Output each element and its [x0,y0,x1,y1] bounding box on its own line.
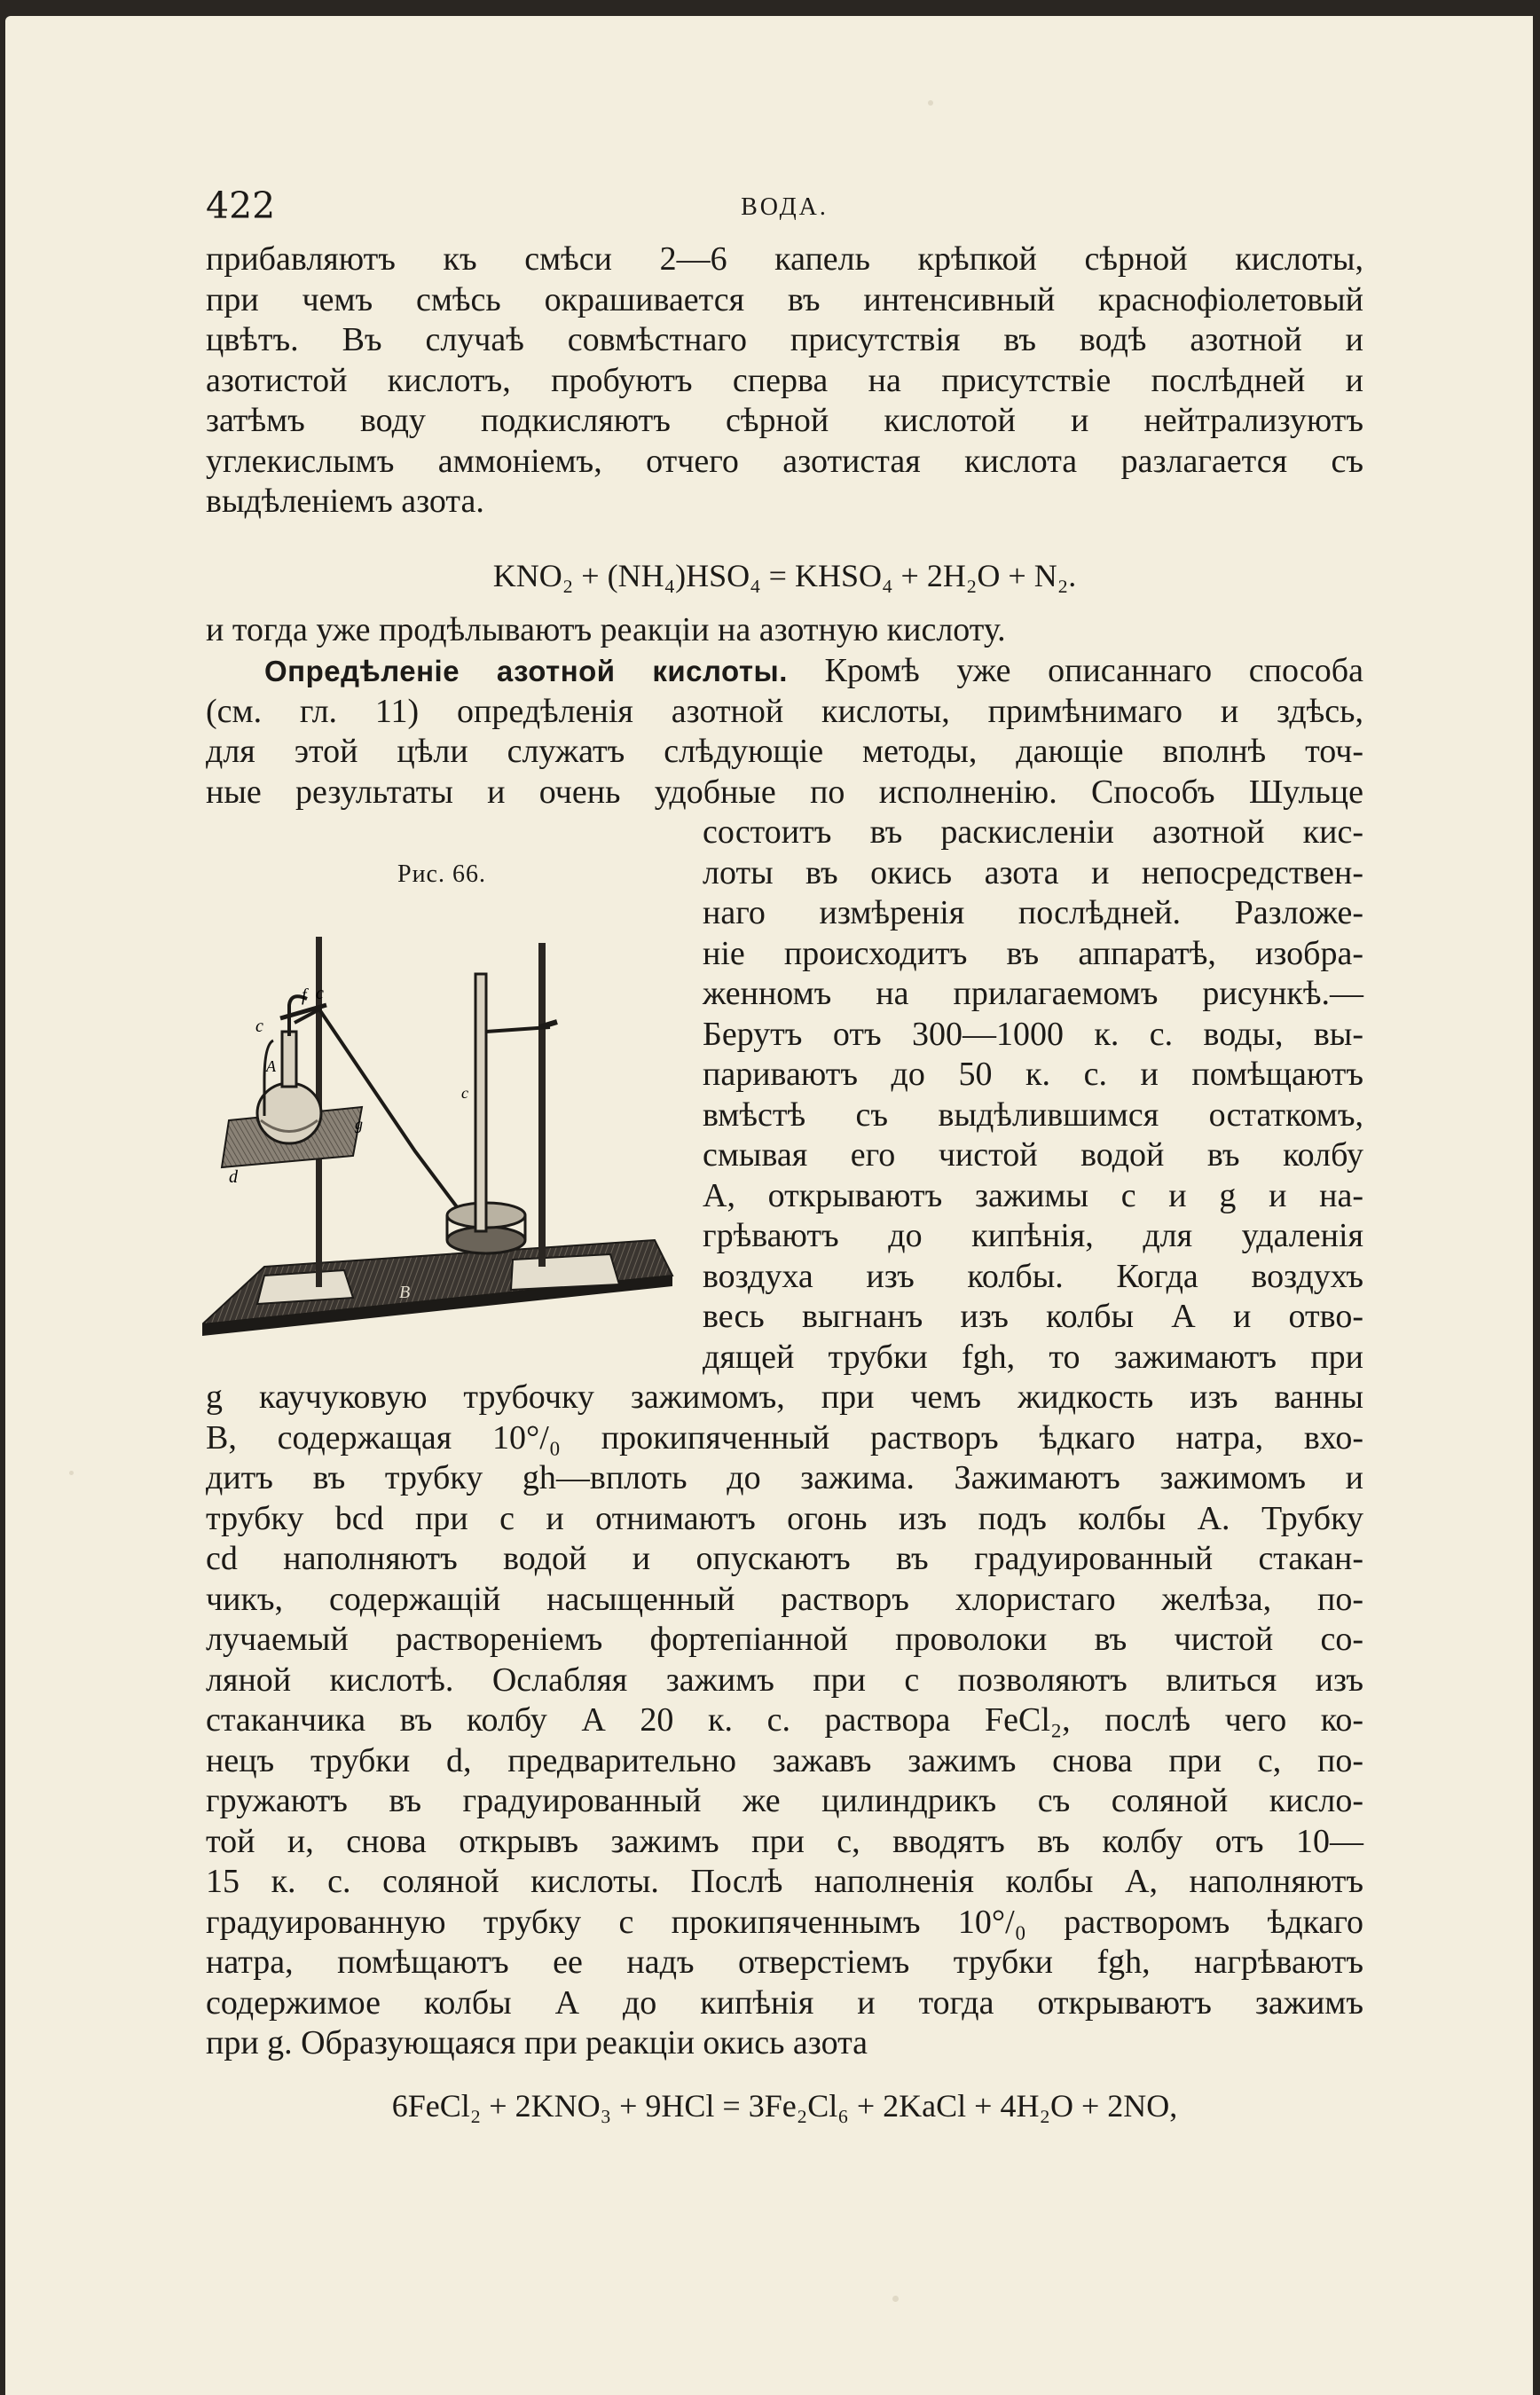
label-d: d [229,1167,238,1187]
running-title: ВОДА. [741,193,829,221]
text-line: лучаемый раствореніемъ фортепіанной проволоки въ чистой со- [206,1621,1363,1658]
formula-1: KNO₂ + (NH₄)HSO₄ = KHSO₄ + 2H₂O + N₂. [492,558,1077,593]
book-page [5,16,1533,2395]
text-line: азотистой кислотъ, пробуютъ сперва на присутствіе послѣдней и [206,361,1363,399]
wrapped-text-column [703,813,1363,1378]
text-line: g каучуковую трубочку зажимомъ, при чемъ жидкость изъ ванны [206,1378,1363,1416]
text-line: цвѣтъ. Въ случаѣ совмѣстнаго присутствія въ водѣ азотной и [206,321,1363,358]
text-line: затѣмъ воду подкисляютъ сѣрной кислотой и нейтрализуютъ [206,402,1363,439]
paper-speck [69,1471,74,1475]
stand-rod-right [538,943,546,1267]
text-line: ные результаты и очень удобные по исполненію. Способъ Шульце [206,773,1363,811]
section-heading: Опредѣленіе азотной кислоты. [264,655,788,687]
text-line: чикъ, содержащій насыщенный растворъ хлористаго желѣза, по- [206,1580,1363,1618]
flask-neck [282,1032,296,1087]
text-line: женномъ на прилагаемомъ рисункѣ.— [703,975,1363,1012]
flask-a [257,1083,321,1143]
text-line: при чемъ смѣсь окрашивается въ интенсивный краснофіолетовый [206,280,1363,318]
text-line: трубку bcd при c и отнимаютъ огонь изъ подъ колбы А. Трубку [206,1499,1363,1537]
text-line: (см. гл. 11) опредѣленія азотной кислоты, примѣнимаго и здѣсь, [206,692,1363,730]
text-line: при g. Образующаяся при реакціи окись азота [206,2024,868,2061]
text-line [206,651,1363,692]
figure-caption: Рис. 66. [397,860,486,888]
text-line: ніе происходитъ въ аппаратѣ, изобра- [703,934,1363,972]
graduated-tube [475,974,486,1231]
text-line: гружаютъ въ градуированный же цилиндрикъ съ соляной кисло- [206,1782,1363,1819]
text-line: состоитъ въ раскисленіи азотной кис- [703,813,1363,851]
label-c-top: c [316,984,324,1003]
text-line: лоты въ окись азота и непосредствен- [703,853,1363,891]
text-line: наго измѣренія послѣдней. Разложе- [703,894,1363,931]
text-line: cd наполняютъ водой и опускаютъ въ градуированный стакан- [206,1540,1363,1577]
label-f: f [302,985,307,1005]
text-line: смывая его чистой водой въ колбу [703,1136,1363,1174]
text-line: нецъ трубки d, предварительно зажавъ зажимъ снова при c, по- [206,1741,1363,1779]
text-line: париваютъ до 50 к. с. и помѣщаютъ [703,1056,1363,1093]
text-line: грѣваютъ до кипѣнія, для удаленія [703,1217,1363,1254]
text-line: весь выгнанъ изъ колбы А и отво- [703,1298,1363,1335]
text-line: углекислымъ аммоніемъ, отчего азотистая кислота разлагается съ [206,442,1363,480]
page-number: 422 [206,185,276,227]
label-b: B [399,1283,411,1302]
label-c-tube: c [461,1084,468,1102]
text-line: и тогда уже продѣлываютъ реакціи на азотную кислоту. [206,611,1006,648]
apparatus-illustration [202,850,681,1364]
paper-speck [928,100,933,106]
text-line: 15 к. с. соляной кислоты. Послѣ наполненія колбы А, наполняютъ [206,1863,1363,1900]
label-c: c [255,1017,263,1036]
text-line: Берутъ отъ 300—1000 к. с. воды, вы- [703,1015,1363,1053]
text-line: прибавляютъ къ смѣси 2—6 капель крѣпкой сѣрной кислоты, [206,240,1363,278]
text-line: для этой цѣли служатъ слѣдующіе методы, дающіе вполнѣ точ- [206,733,1363,770]
text-line: натра, помѣщаютъ ее надъ отверстіемъ трубки fgh, нагрѣваютъ [206,1943,1363,1981]
text-line: дящей трубки fgh, то зажимаютъ при [703,1338,1363,1376]
text-line: А, открываютъ зажимы c и g и на- [703,1176,1363,1214]
text-line: B, содержащая 10°/₀ прокипяченный растворъ ѣдкаго натра, вхо- [206,1418,1363,1457]
text-line: стаканчика въ колбу А 20 к. с. раствора FeCl₂, послѣ чего ко- [206,1701,1363,1739]
section-determination [206,651,1363,813]
text-line: выдѣленіемъ азота. [206,483,484,520]
text-line: воздуха изъ колбы. Когда воздухъ [703,1257,1363,1295]
paragraph-1 [206,240,1363,522]
text-line: дитъ въ трубку gh—вплоть до зажима. Зажимаютъ зажимомъ и [206,1459,1363,1496]
text-line: градуированную трубку c прокипяченнымъ 10°/₀ растворомъ ѣдкаго [206,1903,1363,1941]
text-line: содержимое колбы А до кипѣнія и тогда открываютъ зажимъ [206,1983,1363,2022]
label-a: A [266,1057,276,1075]
formula-2: 6FeCl₂ + 2KNO₃ + 9HCl = 3Fe₂Cl₆ + 2KaCl + 4H₂O + 2NO, [391,2088,1178,2124]
text-line: ляной кислотѣ. Ослабляя зажимъ при c позволяютъ влиться изъ [206,1661,1363,1699]
figure-66 [202,850,681,1364]
stand-foot-right [511,1254,619,1290]
section-first-line-rest: Кромѣ уже описаннаго способа [824,652,1363,689]
page-header [206,185,1363,238]
paragraph-3 [206,1378,1363,2064]
label-g: g [355,1115,363,1133]
text-line: той и, снова открывъ зажимъ при c, вводятъ въ колбу отъ 10— [206,1822,1363,1860]
stand-foot-left [257,1270,353,1304]
paper-speck [892,2296,899,2302]
text-line: вмѣстѣ съ выдѣлившимся остаткомъ, [703,1095,1363,1134]
paragraph-2 [206,610,1363,651]
